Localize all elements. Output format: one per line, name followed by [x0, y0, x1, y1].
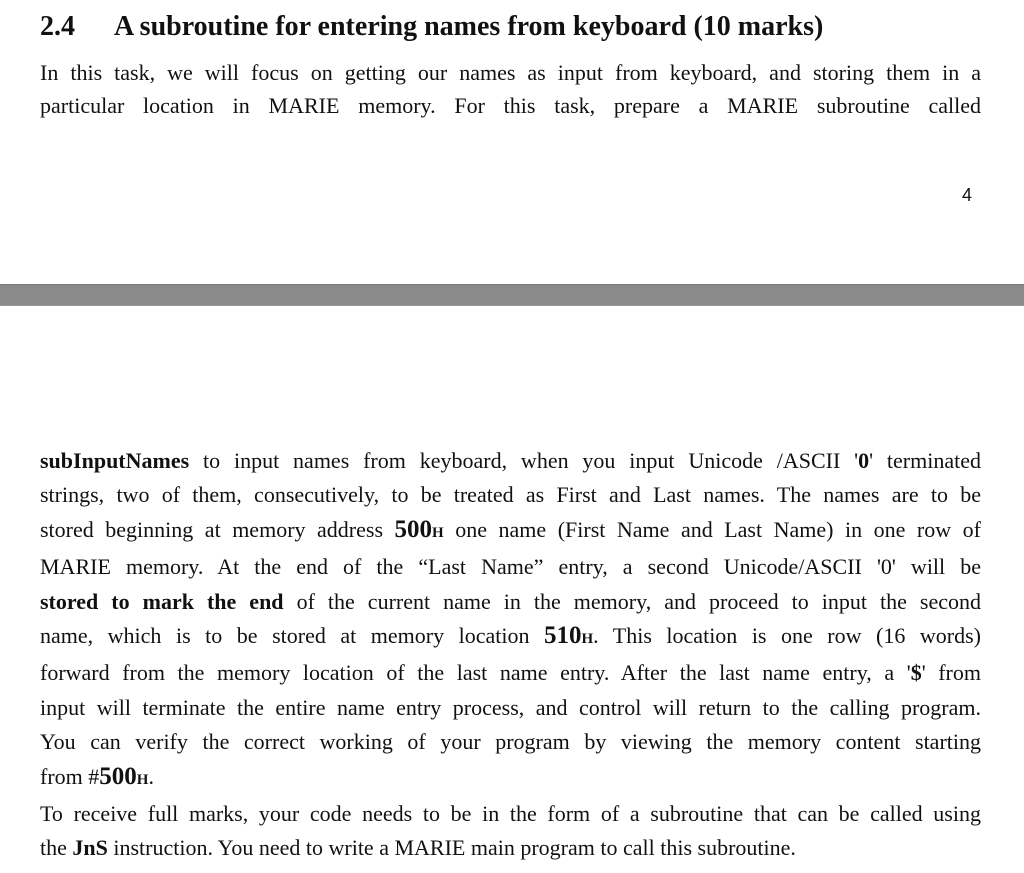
body-line: MARIE memory. At the end of the “Last Name” entry, a second Unicode/ASCII '0' will be — [40, 554, 981, 580]
body-line: subInputNames to input names from keyboard, when you input Unicode /ASCII '0' terminated — [40, 448, 981, 473]
section-title: A subroutine for entering names from keyboard (10 marks) — [114, 11, 824, 42]
body-line: stored beginning at memory address 500H one name (First Name and Last Name) in one row of — [40, 515, 981, 543]
subroutine-name: subInputNames — [40, 448, 190, 473]
section-heading — [40, 10, 823, 44]
body-line: input will terminate the entire name entry process, and control will return to the calling program. — [40, 694, 981, 720]
body-line: forward from the memory location of the last name entry. After the last name entry, a '$' from — [40, 660, 981, 686]
memory-address: 500 — [99, 762, 137, 790]
intro-line-1: In this task, we will focus on getting our names as input from keyboard, and storing them in a — [40, 60, 981, 85]
instruction-name: JnS — [72, 835, 108, 861]
dollar-char: $ — [910, 660, 922, 686]
section-number: 2.4 — [40, 11, 75, 42]
intro-paragraph — [40, 56, 981, 122]
intro-line-2: particular location in MARIE memory. For this task, prepare a MARIE subroutine called — [40, 93, 981, 118]
body-line: strings, two of them, consecutively, to be treated as First and Last names. The names are to be — [40, 482, 981, 508]
body-line: To receive full marks, your code needs to be in the form of a subroutine that can be called using — [40, 801, 981, 827]
page-break-divider — [0, 284, 1024, 306]
zero-char: 0 — [858, 448, 870, 473]
hex-subscript: H — [432, 524, 444, 541]
body-paragraph — [40, 444, 981, 866]
hex-subscript: H — [136, 771, 149, 788]
body-line: from #500H. — [40, 762, 154, 790]
body-line: stored to mark the end of the current name in the memory, and proceed to input the second — [40, 588, 981, 614]
body-line: name, which is to be stored at memory location 510H. This location is one row (16 words) — [40, 622, 981, 650]
emphasis-text: stored to mark the end — [40, 588, 284, 614]
body-line: the JnS instruction. You need to write a MARIE main program to call this subroutine. — [40, 835, 796, 861]
hex-subscript: H — [581, 631, 594, 648]
memory-address: 510 — [544, 622, 582, 650]
memory-address: 500 — [394, 515, 433, 543]
body-line: You can verify the correct working of your program by viewing the memory content starting — [40, 729, 981, 755]
page-number: 4 — [962, 185, 973, 205]
